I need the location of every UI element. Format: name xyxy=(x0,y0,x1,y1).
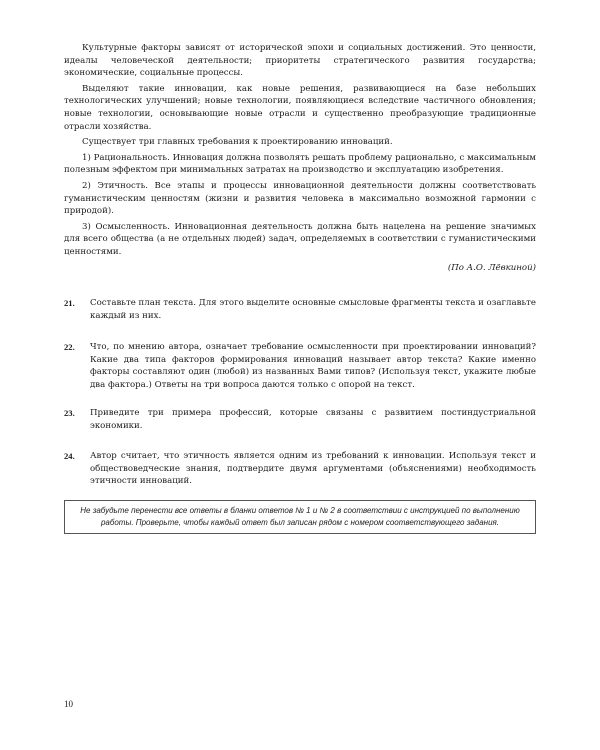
task-text: Приведите три примера профессий, которые связаны с развитием постиндустриальной экономики. xyxy=(90,408,536,431)
task-number: 22. xyxy=(64,342,75,352)
task-24 xyxy=(64,450,536,488)
page-number: 10 xyxy=(64,699,73,709)
passage-paragraph: Существует три главных требования к проектированию инноваций. xyxy=(82,137,393,148)
task-22 xyxy=(64,341,536,391)
instruction-note-box: Не забудьте перенести все ответы в бланки ответов № 1 и № 2 в соответствии с инструкцией по выполнению работы. Проверьте, чтобы каждый ответ был записан рядом с номером соответствующего задания. xyxy=(64,500,536,534)
passage-source: (По А.О. Лёвкиной) xyxy=(447,262,536,273)
task-number: 23. xyxy=(64,408,75,418)
passage-paragraph: Культурные факторы зависят от исторической эпохи и социальных достижений. Это ценности, идеалы человеческой деятельности; приоритеты стратегического развития государства; экономические, социальные процессы. xyxy=(64,43,536,79)
task-21 xyxy=(64,297,536,322)
passage-text xyxy=(64,42,536,274)
task-text: Что, по мнению автора, означает требование осмысленности при проектировании инноваций? Какие два типа факторов формирования инноваций называет автор текста? Какие именно факторы составляют один (любой) из названных Вами типов? (Используя текст, укажите любые два фактора.) Ответы на три вопроса даются только с опорой на текст. xyxy=(90,342,536,390)
task-text: Составьте план текста. Для этого выделите основные смысловые фрагменты текста и озаглавьте каждый из них. xyxy=(90,298,536,321)
passage-paragraph: 1) Рациональность. Инновация должна позволять решать проблему рационально, с максимальным полезным эффектом при минимальных затратах на производство и эксплуатацию изобретения. xyxy=(64,152,536,176)
passage-paragraph: Выделяют такие инновации, как новые решения, развивающиеся на базе небольших технологических улучшений; новые технологии, появляющиеся вследствие частичного обновления; новые технологии, основывающие новые отрасли и существенно преобразующие традиционные отрасли хозяйства. xyxy=(64,83,536,132)
passage-paragraph: 3) Осмысленность. Инновационная деятельность должна быть нацелена на решение значимых для всего общества (а не отдельных людей) задач, определяемых в соответствии с гуманистическими ценностями. xyxy=(64,221,536,257)
task-23 xyxy=(64,407,536,432)
task-number: 21. xyxy=(64,298,75,308)
passage-paragraph: 2) Этичность. Все этапы и процессы инновационной деятельности должны соответствовать гуманистическим ценностям (жизни и развития человека в максимально возможной гармонии с природой). xyxy=(64,180,536,217)
task-text: Автор считает, что этичность является одним из требований к инновации. Используя текст и обществоведческие знания, подтвердите двумя аргументами (объяснениями) необходимость этичности инноваций. xyxy=(90,451,536,487)
task-number: 24. xyxy=(64,451,75,461)
